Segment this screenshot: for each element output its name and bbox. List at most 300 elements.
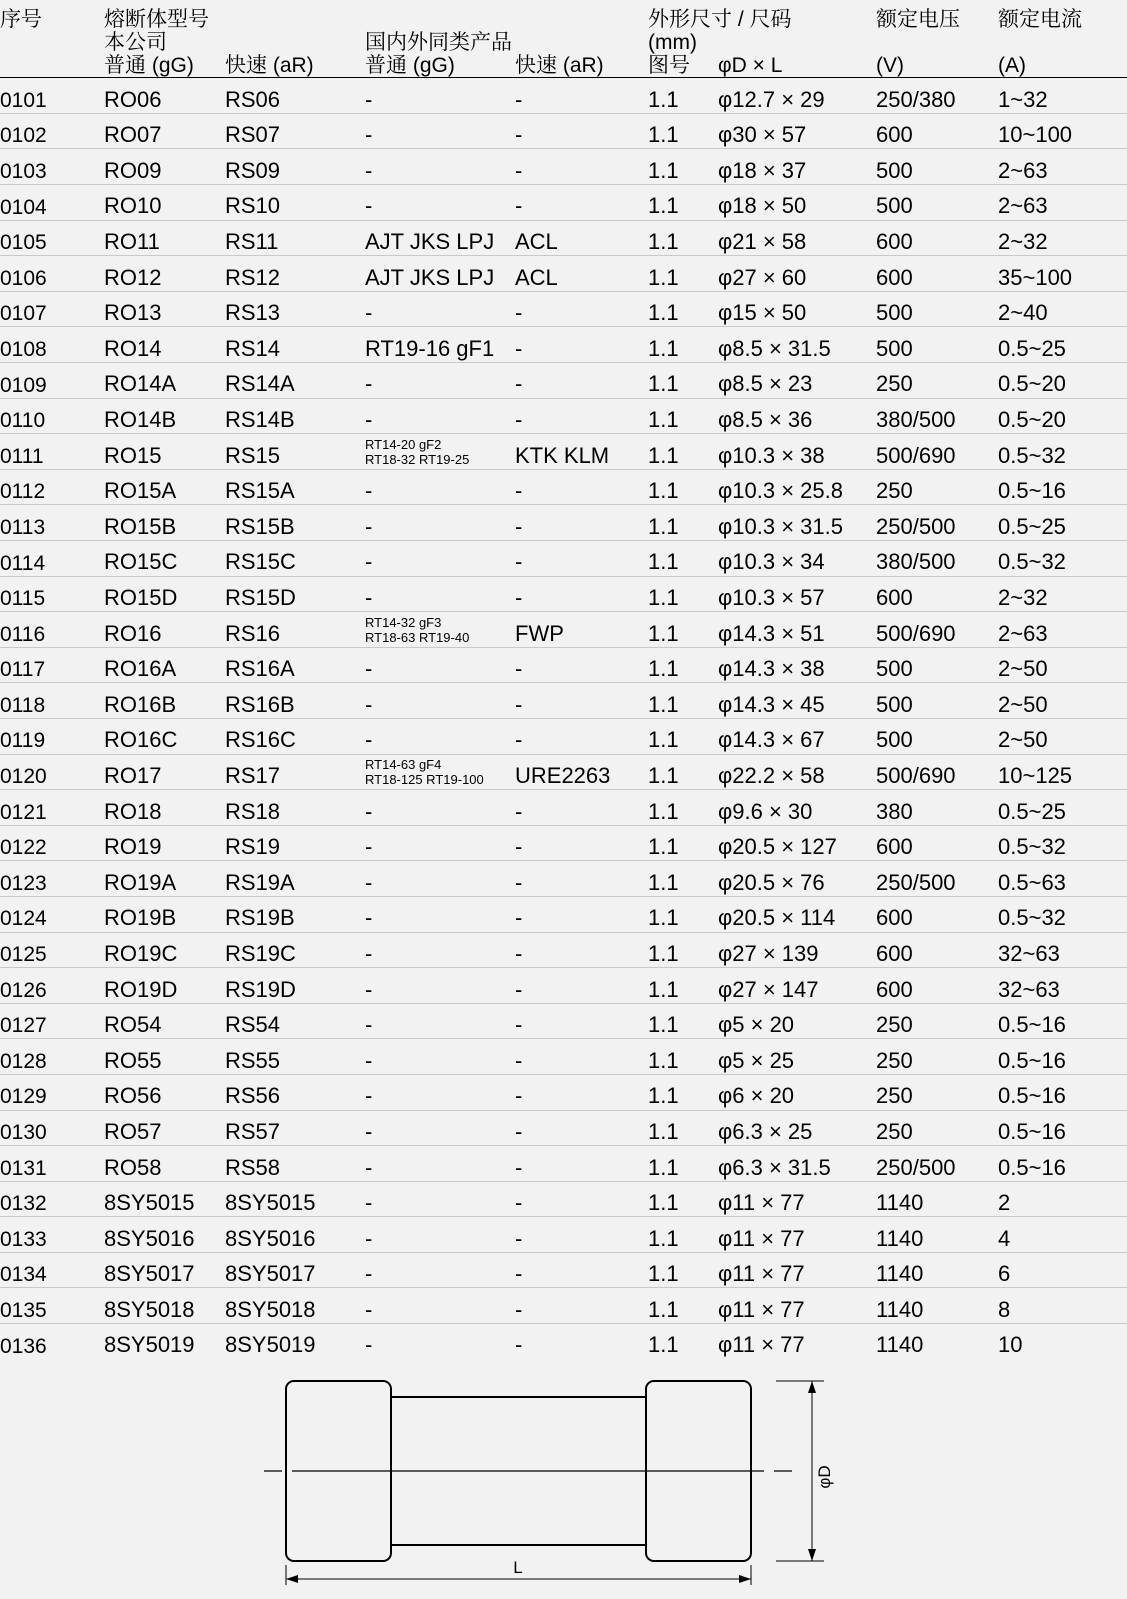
cell-other-fast-ar: - (515, 149, 648, 185)
header-fast-ar-1: 快速 (aR) (225, 54, 365, 78)
cell-seq: 0136 (0, 1334, 47, 1358)
cell-rated-voltage: 380/500 (876, 541, 998, 577)
cell-other-fast-ar: - (515, 1181, 648, 1217)
table-row (0, 469, 1127, 505)
cell-other-fast-ar: - (515, 683, 648, 719)
cell-our-normal-gg: RO18 (104, 790, 225, 826)
cell-other-normal-gg (365, 434, 515, 470)
cell-rated-current: 0.5~63 (998, 861, 1127, 897)
cell-rated-current: 0.5~16 (998, 469, 1127, 505)
cell-rated-current: 2~50 (998, 647, 1127, 683)
cell-our-normal-gg: RO17 (104, 754, 225, 790)
cell-our-fast-ar: RS09 (225, 149, 365, 185)
cell-fig-no: 1.1 (648, 1110, 718, 1146)
header-spacer-1 (0, 31, 104, 54)
cell-fig-no: 1.1 (648, 754, 718, 790)
cell-other-normal-gg: - (365, 1003, 515, 1039)
cell-fig-no: 1.1 (648, 683, 718, 719)
cell-other-fast-ar: - (515, 469, 648, 505)
cell-dimensions: φ10.3 × 31.5 (718, 505, 876, 541)
cell-other-fast-ar: - (515, 78, 648, 114)
cell-fig-no: 1.1 (648, 932, 718, 968)
cell-our-fast-ar: RS19 (225, 825, 365, 861)
cell-rated-voltage: 1140 (876, 1332, 924, 1358)
cell-other-fast-ar: - (515, 291, 648, 327)
cell-our-fast-ar: RS15C (225, 541, 365, 577)
cell-our-fast-ar: RS17 (225, 754, 365, 790)
cell-other-fast-ar: - (515, 932, 648, 968)
cell-other-fast-ar: - (515, 790, 648, 826)
cell-seq: 0111 (0, 434, 104, 470)
cell-dimensions: φ8.5 × 36 (718, 398, 876, 434)
cell-our-fast-ar: RS15B (225, 505, 365, 541)
cell-our-fast-ar: RS54 (225, 1003, 365, 1039)
cell-our-fast-ar: RS19D (225, 968, 365, 1004)
cell-our-fast-ar: RS16 (225, 612, 365, 648)
cell-fig-no: 1.1 (648, 1074, 718, 1110)
cell-our-normal-gg: RO15B (104, 505, 225, 541)
cell-dimensions: φ6.3 × 31.5 (718, 1146, 876, 1182)
cell-fig-no: 1.1 (648, 1332, 679, 1358)
cell-fig-no: 1.1 (648, 541, 718, 577)
cell-our-fast-ar: RS57 (225, 1110, 365, 1146)
cell-dimensions: φ20.5 × 127 (718, 825, 876, 861)
cell-seq: 0131 (0, 1146, 104, 1182)
cell-other-fast-ar: - (515, 113, 648, 149)
cell-other-fast-ar: - (515, 647, 648, 683)
cell-fig-no: 1.1 (648, 1181, 718, 1217)
cell-our-normal-gg: 8SY5017 (104, 1252, 225, 1288)
cell-seq: 0101 (0, 78, 104, 114)
cell-our-normal-gg: RO58 (104, 1146, 225, 1182)
cell-dimensions: φ14.3 × 38 (718, 647, 876, 683)
cell-our-fast-ar: RS14A (225, 363, 365, 399)
cell-other-normal-gg-line2: RT18-32 RT19-25 (365, 451, 470, 467)
cell-other-fast-ar: - (515, 825, 648, 861)
cell-dimensions: φ11 × 77 (718, 1181, 876, 1217)
cell-seq: 0135 (0, 1288, 104, 1324)
table-row (0, 1252, 1127, 1288)
cell-other-normal-gg: - (365, 1288, 515, 1324)
cell-seq: 0123 (0, 861, 104, 897)
cell-our-normal-gg: RO15 (104, 434, 225, 470)
cell-our-fast-ar: 8SY5015 (225, 1181, 365, 1217)
cell-rated-current: 2~32 (998, 220, 1127, 256)
cell-rated-voltage: 250/500 (876, 1146, 998, 1182)
cell-other-normal-gg: - (365, 825, 515, 861)
cell-our-fast-ar: RS07 (225, 113, 365, 149)
cell-dimensions: φ15 × 50 (718, 291, 876, 327)
cell-rated-voltage: 600 (876, 113, 998, 149)
header-rated-voltage: 额定电压 (876, 8, 961, 31)
cell-our-normal-gg: RO57 (104, 1110, 225, 1146)
cell-seq: 0128 (0, 1039, 104, 1075)
cell-seq: 0108 (0, 327, 104, 363)
cell-rated-voltage: 600 (876, 896, 998, 932)
cell-rated-voltage: 380/500 (876, 398, 998, 434)
cell-our-normal-gg: RO19A (104, 861, 225, 897)
table-row (0, 647, 1127, 683)
cell-our-fast-ar: RS06 (225, 78, 365, 114)
cell-our-normal-gg: RO16A (104, 647, 225, 683)
cell-dimensions: φ10.3 × 38 (718, 434, 876, 470)
cell-seq: 0129 (0, 1074, 104, 1110)
cell-rated-voltage: 500/690 (876, 434, 998, 470)
cell-other-normal-gg: - (365, 932, 515, 968)
cell-our-fast-ar: RS18 (225, 790, 365, 826)
cell-seq: 0120 (0, 754, 104, 790)
cell-rated-voltage: 250 (876, 1039, 998, 1075)
cell-seq: 0126 (0, 968, 104, 1004)
cell-fig-no: 1.1 (648, 78, 718, 114)
cell-our-fast-ar: RS12 (225, 256, 365, 292)
cell-rated-current: 8 (998, 1288, 1127, 1324)
cell-our-normal-gg: RO11 (104, 220, 225, 256)
cell-rated-current: 0.5~16 (998, 1003, 1127, 1039)
cell-our-fast-ar: RS19C (225, 932, 365, 968)
cell-other-normal-gg: - (365, 1146, 515, 1182)
table-row (0, 1288, 1127, 1324)
cell-fig-no: 1.1 (648, 612, 718, 648)
cell-other-normal-gg: - (365, 968, 515, 1004)
cell-rated-voltage: 500 (876, 149, 998, 185)
cell-rated-current: 35~100 (998, 256, 1127, 292)
cell-our-normal-gg: 8SY5015 (104, 1181, 225, 1217)
cell-fig-no: 1.1 (648, 1217, 718, 1253)
table-row (0, 1039, 1127, 1075)
cell-other-fast-ar: - (515, 968, 648, 1004)
cell-our-fast-ar: 8SY5018 (225, 1288, 365, 1324)
cell-other-normal-gg: RT19-16 gF1 (365, 327, 515, 363)
cell-other-normal-gg: - (365, 291, 515, 327)
cell-rated-current: 0.5~25 (998, 327, 1127, 363)
table-row (0, 1003, 1127, 1039)
table-row (0, 790, 1127, 826)
cell-rated-current: 32~63 (998, 932, 1127, 968)
table-row (0, 291, 1127, 327)
cell-seq: 0134 (0, 1252, 104, 1288)
cell-dimensions: φ5 × 20 (718, 1003, 876, 1039)
cell-dimensions: φ8.5 × 23 (718, 363, 876, 399)
cell-our-normal-gg: RO19B (104, 896, 225, 932)
cell-other-normal-gg: - (365, 1252, 515, 1288)
cell-other-fast-ar: FWP (515, 612, 648, 648)
cell-other-normal-gg: - (365, 647, 515, 683)
cell-our-normal-gg: RO13 (104, 291, 225, 327)
cell-rated-voltage: 500 (876, 683, 998, 719)
header-spacer-3 (998, 31, 1127, 54)
cell-dimensions: φ18 × 50 (718, 185, 876, 221)
cell-other-normal-gg: - (365, 1332, 373, 1358)
cell-other-normal-gg: - (365, 541, 515, 577)
cell-fig-no: 1.1 (648, 576, 718, 612)
cell-rated-current: 2~50 (998, 718, 1127, 754)
table-row (0, 363, 1127, 399)
table-row (0, 861, 1127, 897)
cell-rated-current: 10~125 (998, 754, 1127, 790)
table-row (0, 398, 1127, 434)
fuse-drawing-svg (264, 1369, 864, 1594)
cell-rated-voltage: 250 (876, 363, 998, 399)
cell-rated-current: 0.5~25 (998, 790, 1127, 826)
cell-our-fast-ar: RS16B (225, 683, 365, 719)
table-row (0, 149, 1127, 185)
cell-other-fast-ar: ACL (515, 256, 648, 292)
cell-dimensions: φ6.3 × 25 (718, 1110, 876, 1146)
cell-fig-no: 1.1 (648, 291, 718, 327)
cell-other-fast-ar: - (515, 1039, 648, 1075)
cell-our-fast-ar: RS13 (225, 291, 365, 327)
header-fig-no: 图号 (648, 54, 718, 78)
cell-dimensions: φ5 × 25 (718, 1039, 876, 1075)
cell-rated-voltage: 500 (876, 327, 998, 363)
cell-rated-voltage: 250/500 (876, 505, 998, 541)
cell-other-fast-ar: - (515, 541, 648, 577)
cell-seq: 0112 (0, 469, 104, 505)
table-body (0, 78, 1127, 1359)
table-row (0, 1181, 1127, 1217)
header-row-3 (0, 54, 1127, 78)
cell-our-normal-gg: RO19C (104, 932, 225, 968)
cell-our-normal-gg: RO12 (104, 256, 225, 292)
table-row (0, 185, 1127, 221)
table-row (0, 896, 1127, 932)
table-row (0, 683, 1127, 719)
header-fast-ar-2: 快速 (aR) (515, 54, 648, 78)
cell-seq: 0103 (0, 149, 104, 185)
cell-rated-current: 0.5~32 (998, 896, 1127, 932)
cell-seq: 0114 (0, 541, 104, 577)
cell-seq: 0132 (0, 1181, 104, 1217)
cell-other-normal-gg: - (365, 576, 515, 612)
cell-fig-no: 1.1 (648, 1003, 718, 1039)
cell-other-normal-gg: - (365, 1074, 515, 1110)
cell-our-normal-gg: RO15A (104, 469, 225, 505)
cell-other-normal-gg: - (365, 1217, 515, 1253)
table-row (0, 327, 1127, 363)
cell-our-normal-gg: RO09 (104, 149, 225, 185)
cell-rated-current: 0.5~16 (998, 1074, 1127, 1110)
cell-seq: 0133 (0, 1217, 104, 1253)
header-normal-gg-2: 普通 (gG) (365, 54, 515, 78)
cell-other-normal-gg (365, 754, 515, 790)
cell-other-normal-gg: - (365, 683, 515, 719)
cell-fig-no: 1.1 (648, 790, 718, 826)
cell-seq: 0109 (0, 363, 104, 399)
table-row (0, 434, 1127, 470)
table-row (0, 1324, 1127, 1359)
cell-dimensions: φ22.2 × 58 (718, 754, 876, 790)
cell-other-normal-gg (365, 612, 515, 648)
cell-other-normal-gg-line1: RT14-20 gF2 (365, 436, 442, 452)
table-row (0, 256, 1127, 292)
header-dxl: φD × L (718, 54, 876, 78)
cell-other-normal-gg-line1: RT14-63 gF4 (365, 757, 442, 773)
cell-seq: 0113 (0, 505, 104, 541)
cell-rated-voltage: 500 (876, 718, 998, 754)
header-spacer-4 (0, 54, 104, 78)
cell-seq: 0110 (0, 398, 104, 434)
cell-our-normal-gg: RO56 (104, 1074, 225, 1110)
cell-other-fast-ar: - (515, 1003, 648, 1039)
cell-seq: 0119 (0, 718, 104, 754)
cell-rated-voltage: 250 (876, 1110, 998, 1146)
cell-fig-no: 1.1 (648, 1039, 718, 1075)
diameter-label: φD (814, 1465, 834, 1489)
cell-rated-voltage: 600 (876, 932, 998, 968)
cell-dimensions: φ20.5 × 114 (718, 896, 876, 932)
header-spacer-2 (876, 31, 998, 54)
cell-rated-current: 0.5~16 (998, 1146, 1127, 1182)
cell-dimensions: φ21 × 58 (718, 220, 876, 256)
cell-our-normal-gg: RO15C (104, 541, 225, 577)
cell-other-fast-ar: - (515, 327, 648, 363)
cell-our-normal-gg: RO07 (104, 113, 225, 149)
cell-our-fast-ar: RS56 (225, 1074, 365, 1110)
cell-rated-current: 0.5~32 (998, 825, 1127, 861)
cell-seq: 0116 (0, 612, 104, 648)
cell-seq: 0117 (0, 647, 104, 683)
cell-other-normal-gg: - (365, 790, 515, 826)
table-row (0, 576, 1127, 612)
cell-seq: 0104 (0, 185, 104, 221)
length-arrow-left (286, 1575, 298, 1583)
cell-our-fast-ar: RS19B (225, 896, 365, 932)
table-row (0, 612, 1127, 648)
cell-rated-voltage: 1140 (876, 1288, 998, 1324)
cell-our-fast-ar: RS16C (225, 718, 365, 754)
cell-rated-current: 4 (998, 1217, 1127, 1253)
cell-rated-current: 10~100 (998, 113, 1127, 149)
cell-dimensions: φ20.5 × 76 (718, 861, 876, 897)
cell-other-fast-ar: - (515, 1146, 648, 1182)
cell-our-fast-ar: RS19A (225, 861, 365, 897)
cell-other-normal-gg: AJT JKS LPJ (365, 220, 515, 256)
cell-fig-no: 1.1 (648, 469, 718, 505)
cell-rated-current: 2~50 (998, 683, 1127, 719)
header-normal-gg-1: 普通 (gG) (104, 54, 225, 78)
cell-our-fast-ar: RS14B (225, 398, 365, 434)
cell-other-normal-gg: - (365, 718, 515, 754)
cell-other-normal-gg: - (365, 78, 515, 114)
cell-rated-voltage: 500 (876, 647, 998, 683)
cell-other-normal-gg-line1: RT14-32 gF3 (365, 614, 442, 630)
cell-our-normal-gg: RO14A (104, 363, 225, 399)
cell-dimensions: φ8.5 × 31.5 (718, 327, 876, 363)
table-row (0, 113, 1127, 149)
cell-fig-no: 1.1 (648, 363, 718, 399)
cell-dimensions: φ11 × 77 (718, 1252, 876, 1288)
cell-rated-voltage: 600 (876, 576, 998, 612)
cell-our-normal-gg: RO16 (104, 612, 225, 648)
cell-rated-voltage: 600 (876, 968, 998, 1004)
cell-rated-voltage: 600 (876, 825, 998, 861)
cell-our-normal-gg: RO16C (104, 718, 225, 754)
cell-rated-current: 2~63 (998, 149, 1127, 185)
cell-our-normal-gg: RO06 (104, 78, 225, 114)
cell-dimensions: φ9.6 × 30 (718, 790, 876, 826)
cell-our-normal-gg: RO10 (104, 185, 225, 221)
table-row (0, 754, 1127, 790)
cell-rated-voltage: 500 (876, 185, 998, 221)
cell-rated-current: 0.5~16 (998, 1039, 1127, 1075)
cell-dimensions: φ14.3 × 45 (718, 683, 876, 719)
cell-other-fast-ar: - (515, 576, 648, 612)
table-row (0, 932, 1127, 968)
cell-our-fast-ar: RS15 (225, 434, 365, 470)
cell-dimensions: φ12.7 × 29 (718, 78, 876, 114)
cell-our-normal-gg: RO16B (104, 683, 225, 719)
cell-rated-current: 1~32 (998, 78, 1127, 114)
cell-rated-current: 0.5~20 (998, 363, 1127, 399)
table-row (0, 220, 1127, 256)
cell-other-normal-gg: - (365, 113, 515, 149)
table-row (0, 718, 1127, 754)
cell-other-normal-gg: - (365, 1181, 515, 1217)
table-row (0, 505, 1127, 541)
cell-other-fast-ar: - (515, 718, 648, 754)
cell-other-fast-ar: - (515, 1217, 648, 1253)
cell-dimensions: φ6 × 20 (718, 1074, 876, 1110)
cell-fig-no: 1.1 (648, 861, 718, 897)
cell-other-normal-gg: - (365, 861, 515, 897)
cell-other-normal-gg-line2: RT18-125 RT19-100 (365, 772, 484, 788)
cell-our-fast-ar: RS16A (225, 647, 365, 683)
cell-seq: 0125 (0, 932, 104, 968)
cell-other-fast-ar: - (515, 363, 648, 399)
cell-seq: 0130 (0, 1110, 104, 1146)
header-fuse-type: 熔断体型号 (104, 8, 209, 31)
cell-fig-no: 1.1 (648, 896, 718, 932)
cell-seq: 0107 (0, 291, 104, 327)
cell-rated-current: 2~63 (998, 185, 1127, 221)
cell-our-normal-gg: RO55 (104, 1039, 225, 1075)
cell-dimensions: φ30 × 57 (718, 113, 876, 149)
cell-other-normal-gg: - (365, 896, 515, 932)
cell-fig-no: 1.1 (648, 968, 718, 1004)
cell-fig-no: 1.1 (648, 647, 718, 683)
cell-our-fast-ar: RS15A (225, 469, 365, 505)
header-our-company: 本公司 (104, 31, 167, 55)
cell-rated-voltage: 380 (876, 790, 998, 826)
cell-rated-voltage: 250 (876, 469, 998, 505)
cell-rated-voltage: 250 (876, 1003, 998, 1039)
cell-seq: 0118 (0, 683, 104, 719)
cell-seq: 0121 (0, 790, 104, 826)
cell-other-normal-gg: - (365, 398, 515, 434)
cell-our-normal-gg: 8SY5018 (104, 1288, 225, 1324)
cell-other-fast-ar: - (515, 1110, 648, 1146)
cell-rated-voltage: 1140 (876, 1181, 998, 1217)
cell-fig-no: 1.1 (648, 718, 718, 754)
table-row (0, 1074, 1127, 1110)
cell-other-normal-gg: - (365, 149, 515, 185)
cell-our-fast-ar: RS15D (225, 576, 365, 612)
cell-seq: 0122 (0, 825, 104, 861)
cell-seq: 0106 (0, 256, 104, 292)
cell-rated-voltage: 250 (876, 1074, 998, 1110)
cell-fig-no: 1.1 (648, 256, 718, 292)
header-voltage-unit: (V) (876, 54, 998, 78)
cell-rated-current: 0.5~25 (998, 505, 1127, 541)
cell-fig-no: 1.1 (648, 220, 718, 256)
header-row-1 (0, 0, 1127, 31)
cell-our-fast-ar: RS55 (225, 1039, 365, 1075)
cell-our-normal-gg: RO15D (104, 576, 225, 612)
cell-fig-no: 1.1 (648, 505, 718, 541)
cell-rated-voltage: 600 (876, 220, 998, 256)
cell-rated-current: 10 (998, 1332, 1023, 1358)
